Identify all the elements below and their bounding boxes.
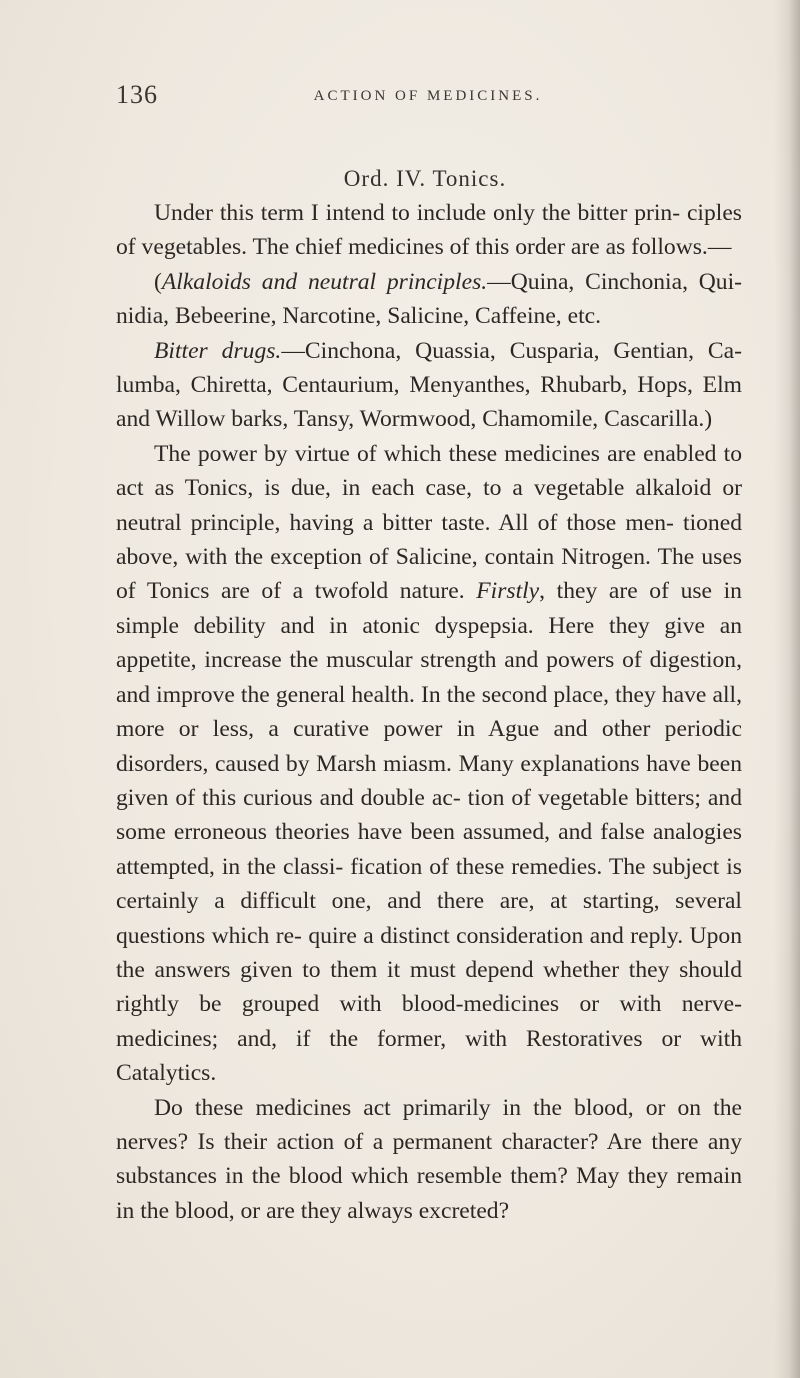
alkaloids-list: —Quina, Cinchonia, Qui- nidia, Bebeerine, Narcotine, Salicine, Caffeine, etc.: [116, 268, 743, 330]
running-head: ACTION OF MEDICINES.: [313, 88, 543, 104]
paragraph-intro: [116, 196, 742, 265]
firstly-word: Firstly: [476, 578, 540, 605]
page-number: 136: [116, 80, 158, 109]
bitter-drugs-list: —Cinchona, Quassia, Cusparia, Gentian, Ca- lumba, Chiretta, Centaurium, Menyanthes, Rhubarb, Hops, Elm and Willow barks, Tansy, Wormwood, Chamomile, Cascarilla.): [116, 337, 742, 433]
paragraph-alkaloids: (Alkaloids and neutral principles.—Quina, Cinchonia, Qui- nidia, Bebeerine, Narcotine, Salicine, Caffeine, etc.: [116, 268, 743, 330]
paragraph-bitter-drugs: [116, 334, 742, 437]
tonic-power-text-a: The power by virtue of which these medicines are enabled to act as Tonics, is due, in each case, to a vegetable alkaloid or neutral principle, having a bitter taste. All of those men- tioned above, with the exception of Salicine, contain Nitrogen. The uses of Tonics are of a twofold nature.: [116, 440, 742, 605]
questions-text: Do these medicines act primarily in the blood, or on the nerves? Is their action of a permanent character? Are there any substances in the blood which resemble them? May they remain in the blood, or are they always excreted?: [116, 1094, 742, 1224]
bitter-drugs-label: Bitter drugs.: [154, 337, 282, 364]
section-title: Ord. IV. Tonics.: [343, 166, 507, 191]
tonic-power-text-b: , they are of use in simple debility and in atonic dyspepsia. Here they give an appetite, increase the muscular strength and powers of digestion, and improve the general health. In the second place, they have all, more or less, a curative power in Ague and other periodic disorders, caused by Marsh miasm. Many explanations have been given of this curious and double ac- tion of vegetable bitters; and some erroneous theories have been assumed, and false analogies attempted, in the classi- fication of these remedies. The subject is certainly a difficult one, and there are, at starting, several questions which re- quire a distinct consideration and reply. Upon the answers given to them it must depend whether they should rightly be grouped with blood-medicines or with nerve-medicines; and, if the former, with Restoratives or with Catalytics.: [116, 578, 742, 1087]
intro-text: Under this term I intend to include only the bitter prin- ciples of vegetables. The chief medicines of this order are as follows.—: [116, 200, 742, 261]
paragraph-tonic-power: [116, 437, 742, 1091]
paragraph-questions: [116, 1091, 742, 1229]
page-edge-shadow: [774, 0, 800, 1378]
body-text: [116, 196, 742, 1228]
alkaloids-label: Alkaloids and neutral principles.: [161, 268, 488, 295]
